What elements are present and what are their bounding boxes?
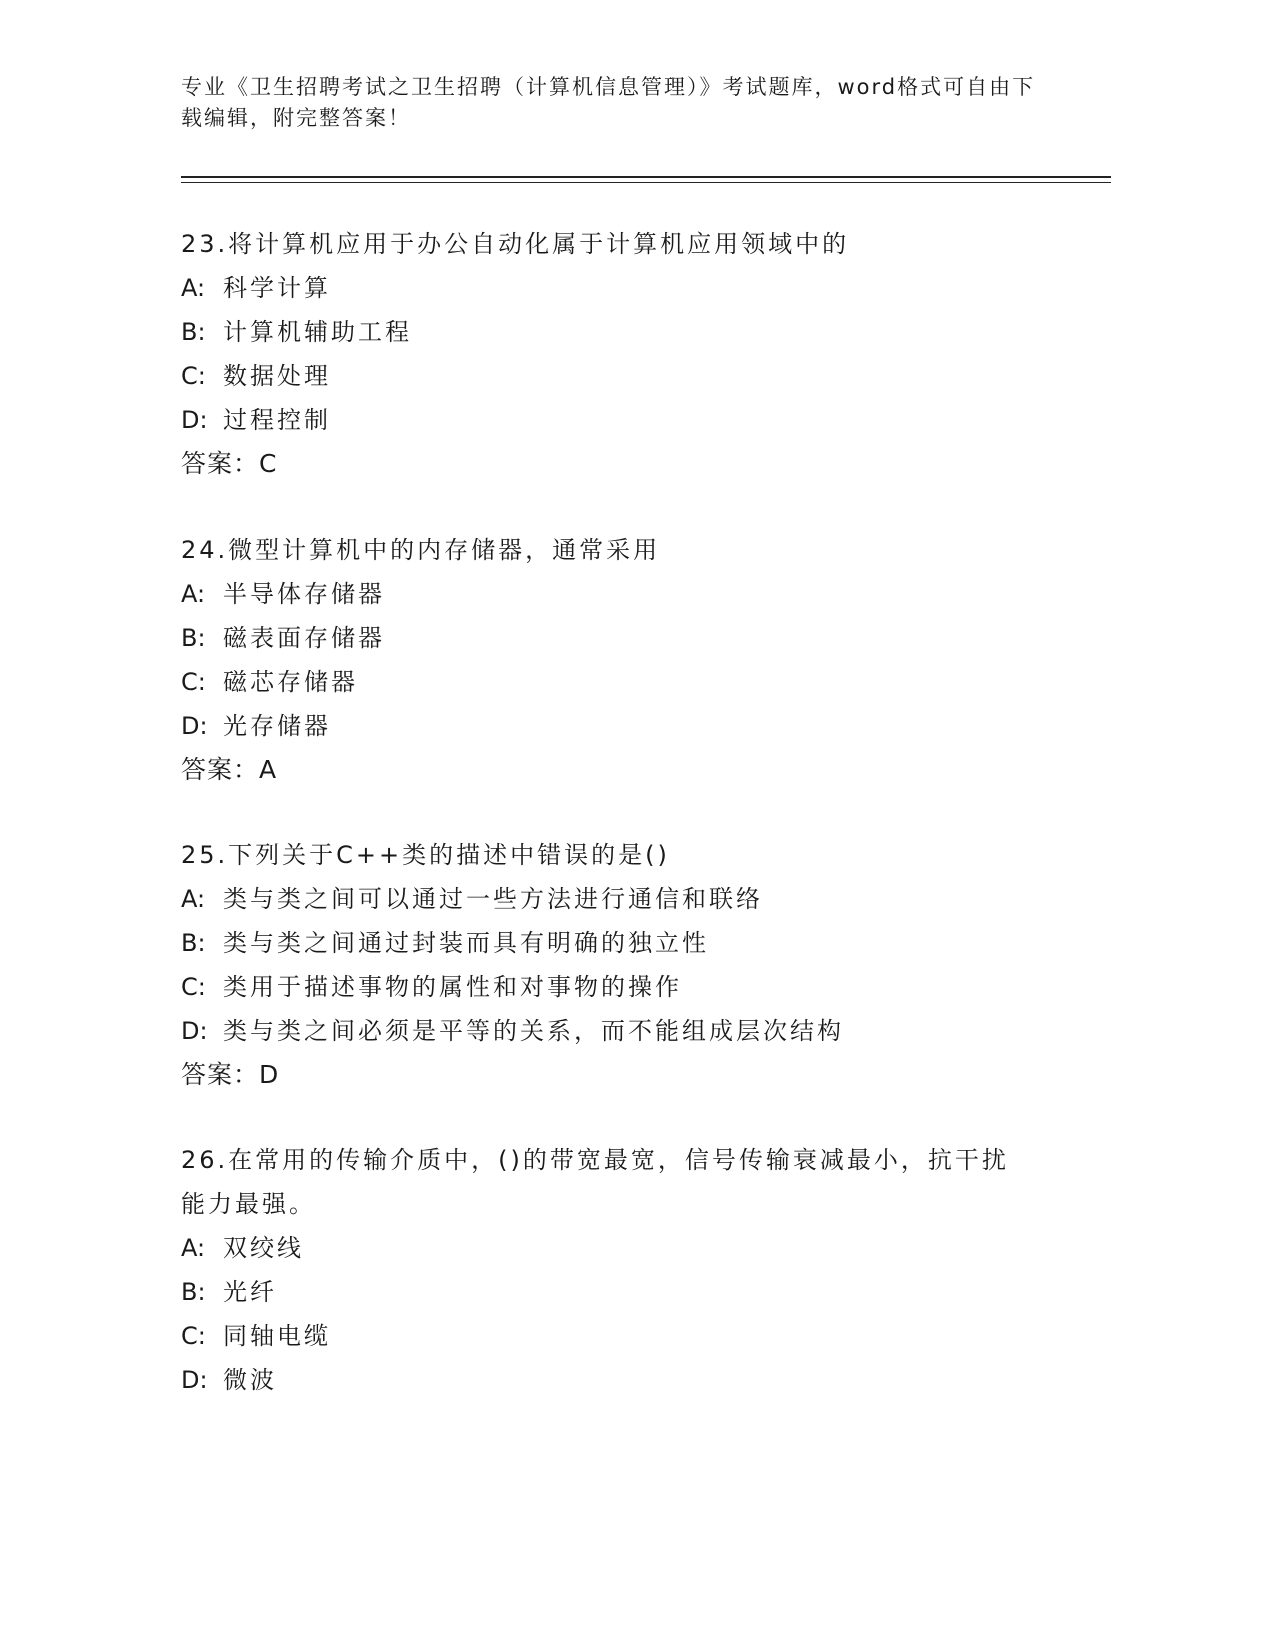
option-d [181, 1358, 1031, 1402]
option-c [181, 965, 1081, 1009]
option-letter: A: [181, 580, 206, 608]
option-letter: A: [181, 1234, 206, 1262]
option-letter: B: [181, 1278, 206, 1306]
option-text: 过程控制 [223, 406, 331, 434]
option-d [181, 1009, 1081, 1053]
option-letter: B: [181, 929, 206, 957]
option-letter: B: [181, 624, 206, 652]
option-b [181, 1270, 1031, 1314]
question-stem: 23.将计算机应用于办公自动化属于计算机应用领域中的 [181, 230, 850, 258]
question-25 [181, 833, 1081, 1097]
header-divider [181, 176, 1111, 178]
option-text: 数据处理 [223, 362, 331, 390]
option-text: 半导体存储器 [223, 580, 385, 608]
option-text: 类与类之间通过封装而具有明确的独立性 [223, 929, 709, 957]
option-letter: C: [181, 973, 206, 1001]
option-c [181, 1314, 1031, 1358]
question-24 [181, 528, 1081, 792]
option-a [181, 877, 1081, 921]
option-d [181, 398, 1081, 442]
option-c [181, 660, 1081, 704]
option-letter: C: [181, 668, 206, 696]
option-letter: D: [181, 406, 208, 434]
option-letter: D: [181, 1366, 208, 1394]
option-letter: B: [181, 318, 206, 346]
option-text: 光纤 [223, 1278, 277, 1306]
option-text: 同轴电缆 [223, 1322, 331, 1350]
answer-line: 答案：D [181, 1060, 280, 1089]
option-b [181, 921, 1081, 965]
option-b [181, 616, 1081, 660]
option-text: 磁芯存储器 [223, 668, 358, 696]
option-letter: D: [181, 712, 208, 740]
answer-line: 答案：A [181, 755, 278, 784]
option-text: 类与类之间必须是平等的关系，而不能组成层次结构 [223, 1017, 844, 1045]
option-a [181, 266, 1081, 310]
question-stem: 25.下列关于C++类的描述中错误的是() [181, 841, 670, 869]
document-header: 专业《卫生招聘考试之卫生招聘（计算机信息管理）》考试题库，word格式可自由下载编辑，附完整答案！ [181, 75, 1036, 130]
question-26 [181, 1138, 1031, 1402]
question-stem: 26.在常用的传输介质中，()的带宽最宽，信号传输衰减最小，抗干扰能力最强。 [181, 1146, 1009, 1218]
option-text: 计算机辅助工程 [223, 318, 412, 346]
option-text: 科学计算 [223, 274, 331, 302]
option-a [181, 1226, 1031, 1270]
option-text: 双绞线 [223, 1234, 304, 1262]
option-letter: A: [181, 274, 206, 302]
header-divider-thin [181, 182, 1111, 183]
option-b [181, 310, 1081, 354]
option-a [181, 572, 1081, 616]
option-letter: D: [181, 1017, 208, 1045]
option-d [181, 704, 1081, 748]
option-text: 类用于描述事物的属性和对事物的操作 [223, 973, 682, 1001]
question-23 [181, 222, 1081, 486]
question-stem: 24.微型计算机中的内存储器，通常采用 [181, 536, 661, 564]
option-text: 磁表面存储器 [223, 624, 385, 652]
answer-line: 答案：C [181, 449, 278, 478]
option-text: 类与类之间可以通过一些方法进行通信和联络 [223, 885, 763, 913]
option-letter: C: [181, 1322, 206, 1350]
option-text: 光存储器 [223, 712, 331, 740]
option-letter: A: [181, 885, 206, 913]
option-letter: C: [181, 362, 206, 390]
option-c [181, 354, 1081, 398]
option-text: 微波 [223, 1366, 277, 1394]
